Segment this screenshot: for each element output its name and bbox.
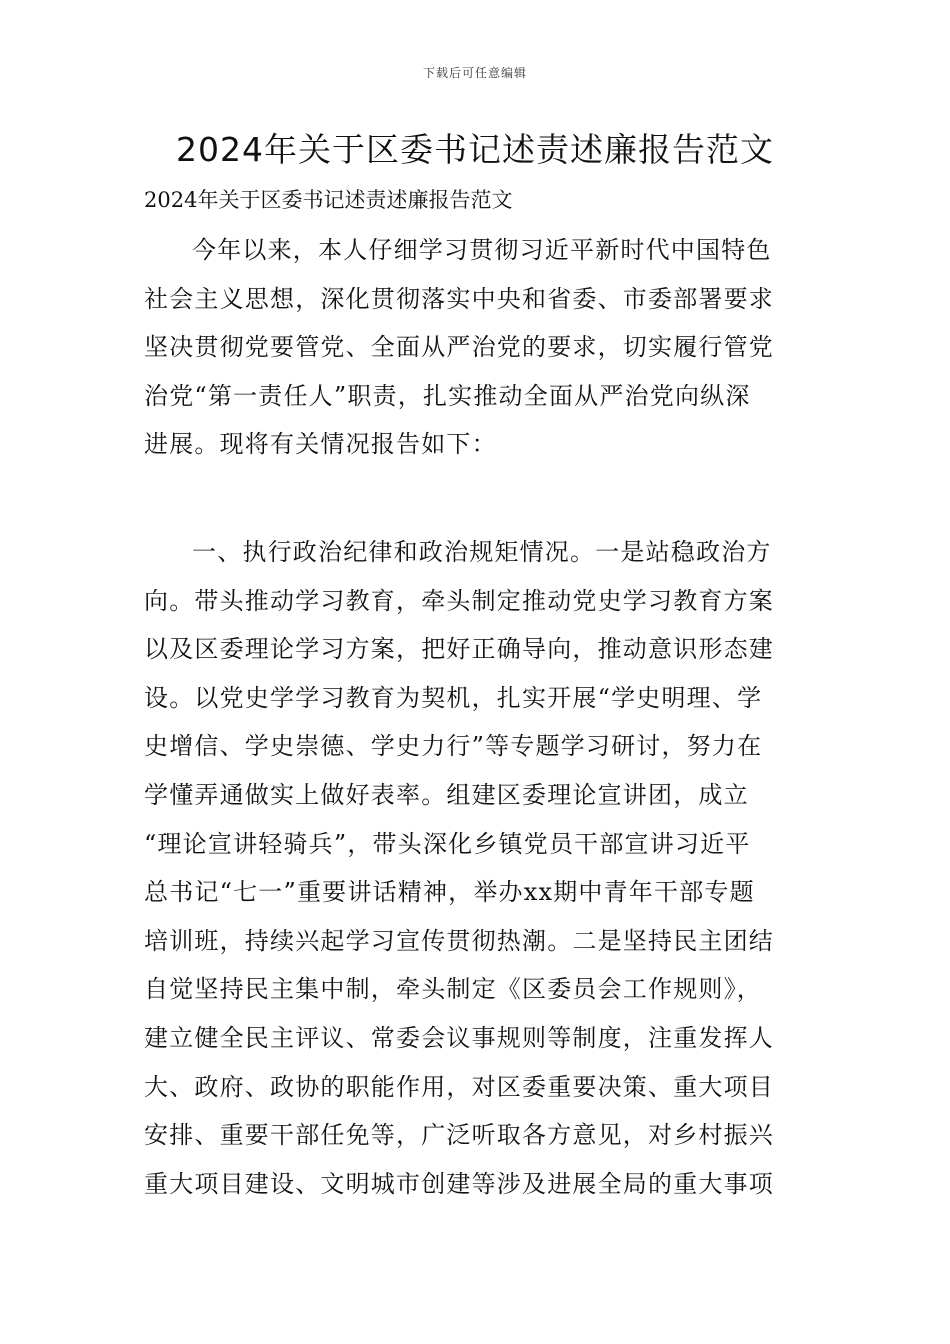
paragraph-line: 安排、重要干部任免等，广泛听取各方意见，对乡村振兴 — [144, 1121, 774, 1150]
paragraph-line: 坚决贯彻党要管党、全面从严治党的要求，切实履行管党 — [144, 333, 774, 362]
paragraph-line: 向。带头推动学习教育，牵头制定推动党史学习教育方案 — [144, 586, 774, 615]
paragraph-line: “理论宣讲轻骑兵”，带头深化乡镇党员干部宣讲习近平 — [144, 829, 751, 858]
paragraph-line: 培训班，持续兴起学习宣传贯彻热潮。二是坚持民主团结 — [144, 926, 774, 955]
paragraph-line: 自觉坚持民主集中制，牵头制定《区委员会工作规则》， — [144, 975, 762, 1004]
paragraph-introduction — [144, 226, 808, 469]
paragraph-section-one — [144, 528, 808, 1208]
paragraph-line: 建立健全民主评议、常委会议事规则等制度，注重发挥人 — [144, 1023, 774, 1052]
paragraph-line: 重大项目建设、文明城市创建等涉及进展全局的重大事项 — [144, 1169, 774, 1198]
paragraph-line: 一、执行政治纪律和政治规矩情况。一是站稳政治方 — [192, 538, 772, 566]
paragraph-line: 以及区委理论学习方案，把好正确导向，推动意识形态建 — [144, 635, 774, 664]
paragraph-line: 大、政府、政协的职能作用，对区委重要决策、重大项目 — [144, 1072, 774, 1101]
paragraph-line: 总书记“七一”重要讲话精神，举办xx期中青年干部专题 — [144, 878, 755, 907]
document-title: 2024年关于区委书记述责述廉报告范文 — [176, 130, 774, 169]
paragraph-line: 治党“第一责任人”职责，扎实推动全面从严治党向纵深 — [144, 381, 751, 410]
header-note: 下载后可任意编辑 — [422, 66, 527, 80]
document-subtitle: 2024年关于区委书记述责述廉报告范文 — [144, 188, 513, 212]
paragraph-line: 史增信、学史崇德、学史力行”等专题学习研讨，努力在 — [144, 732, 763, 761]
paragraph-line: 进展。现将有关情况报告如下： — [144, 430, 497, 459]
paragraph-line: 今年以来，本人仔细学习贯彻习近平新时代中国特色 — [192, 236, 772, 264]
paragraph-line: 社会主义思想，深化贯彻落实中央和省委、市委部署要求 — [144, 284, 774, 313]
paragraph-line: 设。以党史学学习教育为契机，扎实开展“学史明理、学 — [144, 683, 763, 712]
paragraph-line: 学懂弄通做实上做好表率。组建区委理论宣讲团，成立 — [144, 780, 749, 809]
